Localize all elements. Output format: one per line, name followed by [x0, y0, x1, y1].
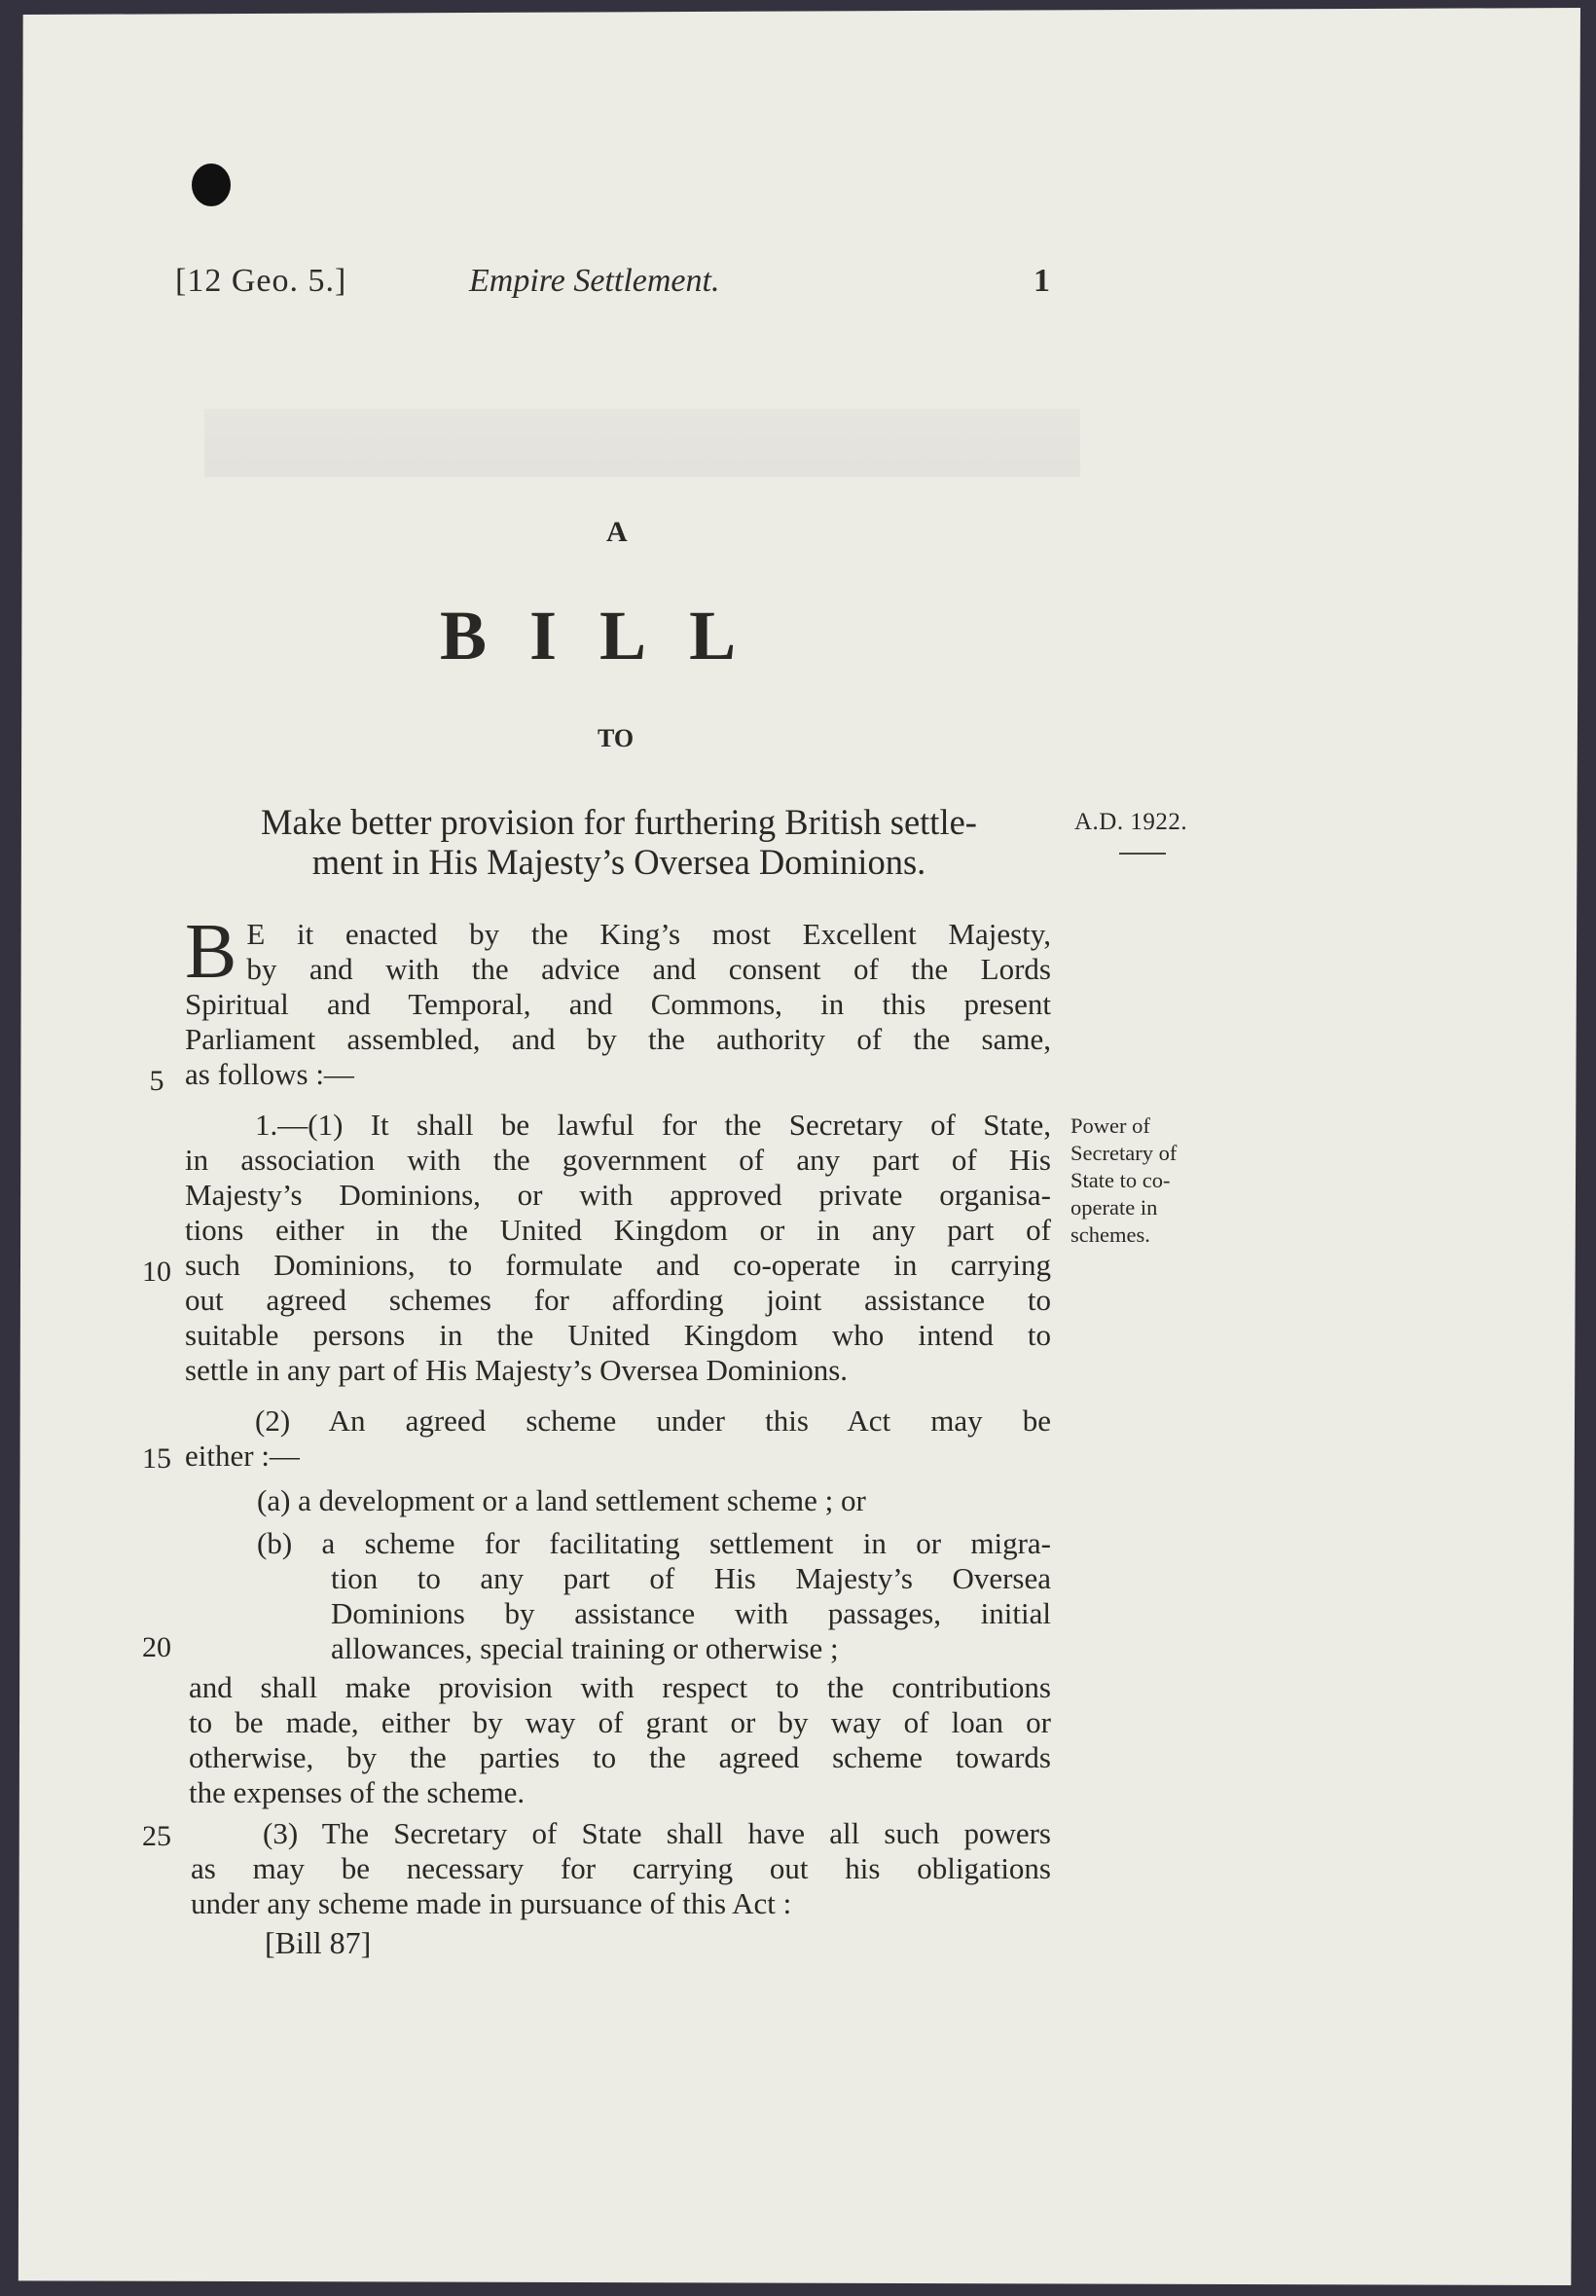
paragraph-b	[257, 1526, 1051, 1666]
closing-words	[189, 1670, 1051, 1810]
body-line: suitable persons in the United Kingdom who intend to	[185, 1318, 1051, 1352]
enact-line: by and with the advice and consent of the Lords	[246, 952, 1051, 986]
side-note-line: operate in	[1070, 1195, 1158, 1220]
enacting-formula	[185, 909, 1051, 1092]
line-number: 20	[142, 1631, 171, 1663]
side-note-line: Power of	[1070, 1113, 1150, 1138]
body-line: as may be necessary for carrying out his obligations	[191, 1851, 1051, 1885]
header-page-number: 1	[1034, 263, 1050, 299]
body-line: and shall make provision with respect to the contributions	[189, 1670, 1051, 1704]
body-line: Dominions by assistance with passages, initial	[331, 1596, 1051, 1630]
body-line: otherwise, by the parties to the agreed scheme towards	[189, 1740, 1051, 1774]
bill-number: [Bill 87]	[265, 1925, 372, 1960]
punch-hole	[192, 164, 231, 206]
body-line: (b) a scheme for facilitating settlement in or migra-	[257, 1526, 1051, 1560]
body-line: allowances, special training or otherwise ;	[331, 1631, 839, 1665]
margin-year-rule	[1119, 853, 1166, 855]
show-through-shadow	[204, 409, 1080, 477]
drop-cap: B	[185, 909, 237, 995]
header-session: [12 Geo. 5.]	[175, 263, 347, 299]
body-line: tions either in the United Kingdom or in any part of	[185, 1213, 1051, 1247]
body-line: either :—	[185, 1439, 300, 1473]
body-line: in association with the government of any part of His	[185, 1143, 1051, 1177]
title-to: TO	[598, 724, 635, 752]
side-note	[1070, 1112, 1226, 1249]
body-line: (2) An agreed scheme under this Act may be	[255, 1403, 1051, 1438]
long-title	[181, 802, 1057, 882]
side-note-line: Secretary of	[1070, 1141, 1178, 1165]
title-bill: BILL	[440, 597, 780, 674]
line-number: 15	[142, 1442, 171, 1475]
body-line: such Dominions, to formulate and co-operate in carrying	[185, 1248, 1051, 1282]
subsection-1-2	[185, 1403, 1051, 1474]
margin-year: A.D. 1922.	[1074, 809, 1188, 835]
long-title-line: ment in His Majesty’s Oversea Dominions.	[311, 842, 926, 882]
body-line: tion to any part of His Majesty’s Oversea	[331, 1561, 1051, 1595]
body-line: settle in any part of His Majesty’s Oversea Dominions.	[185, 1353, 849, 1387]
body-line: 1.—(1) It shall be lawful for the Secretary of State,	[255, 1108, 1051, 1142]
enact-line: E it enacted by the King’s most Excellent Majesty,	[246, 917, 1051, 951]
side-note-line: State to co-	[1070, 1168, 1171, 1192]
body-line: to be made, either by way of grant or by way of loan or	[189, 1705, 1051, 1739]
subsection-1-1	[185, 1108, 1051, 1388]
line-number: 10	[142, 1256, 171, 1288]
enact-line: Parliament assembled, and by the authority of the same,	[185, 1022, 1051, 1056]
body-line: (3) The Secretary of State shall have all such powers	[263, 1816, 1051, 1850]
line-number: 5	[149, 1065, 164, 1097]
long-title-line: Make better provision for furthering British settle-	[261, 802, 977, 842]
paragraph-a: (a) a development or a land settlement scheme ; or	[257, 1483, 866, 1517]
subsection-1-3	[191, 1816, 1051, 1921]
side-note-line: schemes.	[1070, 1222, 1150, 1247]
line-number: 25	[142, 1820, 171, 1852]
body-line: the expenses of the scheme.	[189, 1775, 526, 1809]
body-line: out agreed schemes for affording joint assistance to	[185, 1283, 1051, 1317]
title-a: A	[606, 516, 628, 548]
body-line: Majesty’s Dominions, or with approved private organisa-	[185, 1178, 1051, 1212]
enact-line: Spiritual and Temporal, and Commons, in this present	[185, 987, 1051, 1021]
enact-line: as follows :—	[185, 1057, 354, 1091]
header-short-title: Empire Settlement.	[469, 263, 720, 299]
body-line: under any scheme made in pursuance of this Act :	[191, 1886, 792, 1920]
